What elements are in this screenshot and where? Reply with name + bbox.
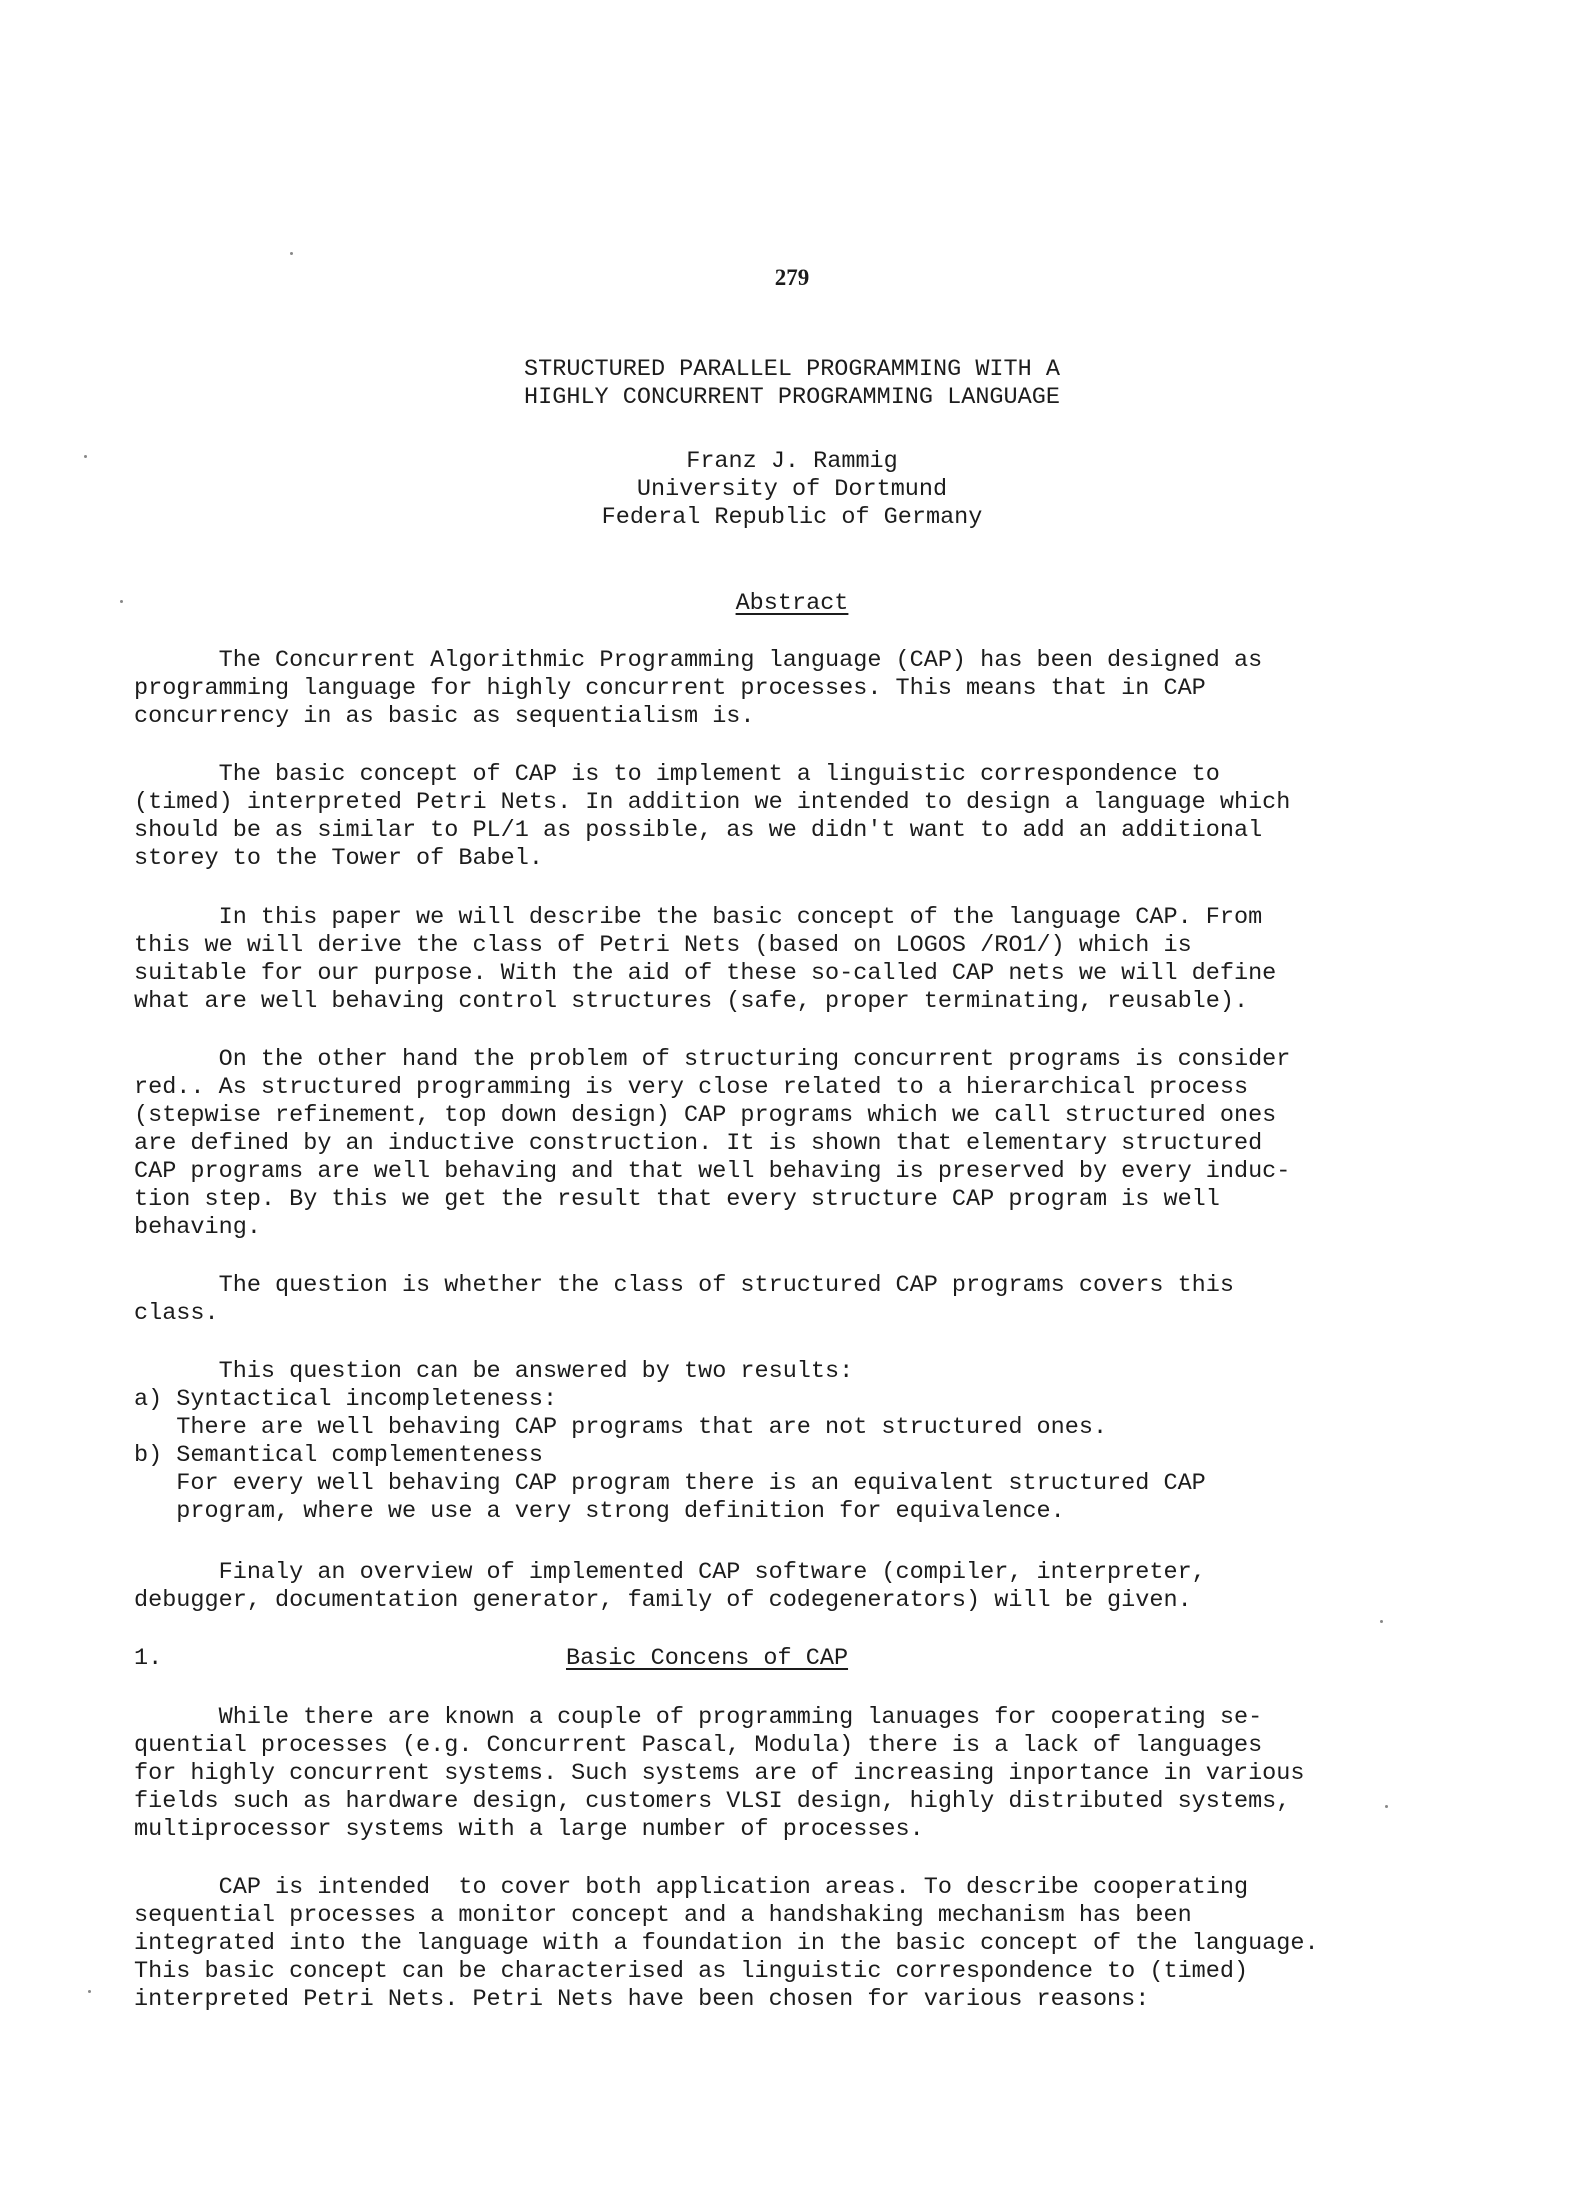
abstract-p2-line: (timed) interpreted Petri Nets. In addition we intended to design a language which — [134, 789, 1291, 816]
page-number: 279 — [774, 265, 810, 290]
abstract-p3-line: this we will derive the class of Petri Nets (based on LOGOS /RO1/) which is — [134, 932, 1192, 959]
abstract-p6-line: There are well behaving CAP programs that are not structured ones. — [134, 1414, 1108, 1441]
section1-p1-line: While there are known a couple of programming lanuages for cooperating se- — [134, 1704, 1263, 1731]
abstract-p7-line: Finaly an overview of implemented CAP software (compiler, interpreter, — [134, 1559, 1206, 1586]
abstract-p2-line: The basic concept of CAP is to implement a linguistic correspondence to — [134, 761, 1220, 788]
abstract-p6-line: program, where we use a very strong definition for equivalence. — [134, 1498, 1065, 1525]
abstract-p3-line: what are well behaving control structures (safe, proper terminating, reusable). — [134, 988, 1249, 1015]
abstract-p7-line: debugger, documentation generator, family of codegenerators) will be given. — [134, 1587, 1192, 1614]
section1-p2-line: interpreted Petri Nets. Petri Nets have been chosen for various reasons: — [134, 1986, 1150, 2013]
section-heading-text: Basic Concens of CAP — [566, 1645, 849, 1672]
abstract-p6-line: This question can be answered by two results: — [134, 1358, 854, 1385]
abstract-p6-line: a) Syntactical incompleteness: — [134, 1386, 558, 1413]
scan-speck — [120, 600, 123, 603]
scan-speck — [84, 455, 87, 458]
abstract-p1-line: concurrency in as basic as sequentialism is. — [134, 703, 755, 730]
abstract-p5-line: The question is whether the class of structured CAP programs covers this — [134, 1272, 1234, 1299]
title-line-1: STRUCTURED PARALLEL PROGRAMMING WITH A — [524, 356, 1060, 383]
abstract-p4-line: are defined by an inductive construction. It is shown that elementary structured — [134, 1130, 1263, 1157]
abstract-p6-line: For every well behaving CAP program there is an equivalent structured CAP — [134, 1470, 1206, 1497]
section1-p1-line: quential processes (e.g. Concurrent Pascal, Modula) there is a lack of languages — [134, 1732, 1263, 1759]
abstract-p4-line: tion step. By this we get the result that every structure CAP program is well — [134, 1186, 1220, 1213]
scan-speck — [1380, 1620, 1383, 1623]
abstract-heading — [0, 590, 1584, 618]
section1-p2-line: This basic concept can be characterised as linguistic correspondence to (timed) — [134, 1958, 1249, 1985]
section1-p2-line: sequential processes a monitor concept and a handshaking mechanism has been — [134, 1902, 1192, 1929]
abstract-p1-line: The Concurrent Algorithmic Programming language (CAP) has been designed as — [134, 647, 1263, 674]
section-heading — [566, 1645, 848, 1673]
author-country: Federal Republic of Germany — [601, 504, 983, 531]
section1-p1-line: multiprocessor systems with a large number of processes. — [134, 1816, 924, 1843]
author-affiliation: University of Dortmund — [636, 476, 948, 503]
scan-speck — [88, 1990, 91, 1993]
title-line-2: HIGHLY CONCURRENT PROGRAMMING LANGUAGE — [524, 384, 1060, 411]
abstract-p4-line: (stepwise refinement, top down design) CAP programs which we call structured ones — [134, 1102, 1277, 1129]
section1-p1-line: for highly concurrent systems. Such systems are of increasing inportance in various — [134, 1760, 1305, 1787]
section-number: 1. — [134, 1645, 163, 1672]
author-name: Franz J. Rammig — [686, 448, 898, 475]
abstract-p4-line: On the other hand the problem of structuring concurrent programs is consider — [134, 1046, 1291, 1073]
section1-p2-line: CAP is intended to cover both application areas. To describe cooperating — [134, 1874, 1249, 1901]
scan-speck — [1385, 1805, 1388, 1808]
abstract-p4-line: behaving. — [134, 1214, 261, 1241]
abstract-p5-line: class. — [134, 1300, 219, 1327]
abstract-p4-line: red.. As structured programming is very close related to a hierarchical process — [134, 1074, 1249, 1101]
abstract-p2-line: should be as similar to PL/1 as possible, as we didn't want to add an additional — [134, 817, 1263, 844]
abstract-p3-line: In this paper we will describe the basic concept of the language CAP. From — [134, 904, 1263, 931]
abstract-p4-line: CAP programs are well behaving and that well behaving is preserved by every induc- — [134, 1158, 1291, 1185]
abstract-heading-text: Abstract — [735, 590, 849, 617]
abstract-p1-line: programming language for highly concurrent processes. This means that in CAP — [134, 675, 1206, 702]
section1-p1-line: fields such as hardware design, customers VLSI design, highly distributed systems, — [134, 1788, 1291, 1815]
section1-p2-line: integrated into the language with a foundation in the basic concept of the language. — [134, 1930, 1319, 1957]
abstract-p2-line: storey to the Tower of Babel. — [134, 845, 543, 872]
abstract-p6-line: b) Semantical complementeness — [134, 1442, 543, 1469]
scan-speck — [290, 252, 293, 255]
abstract-p3-line: suitable for our purpose. With the aid of these so-called CAP nets we will define — [134, 960, 1277, 987]
